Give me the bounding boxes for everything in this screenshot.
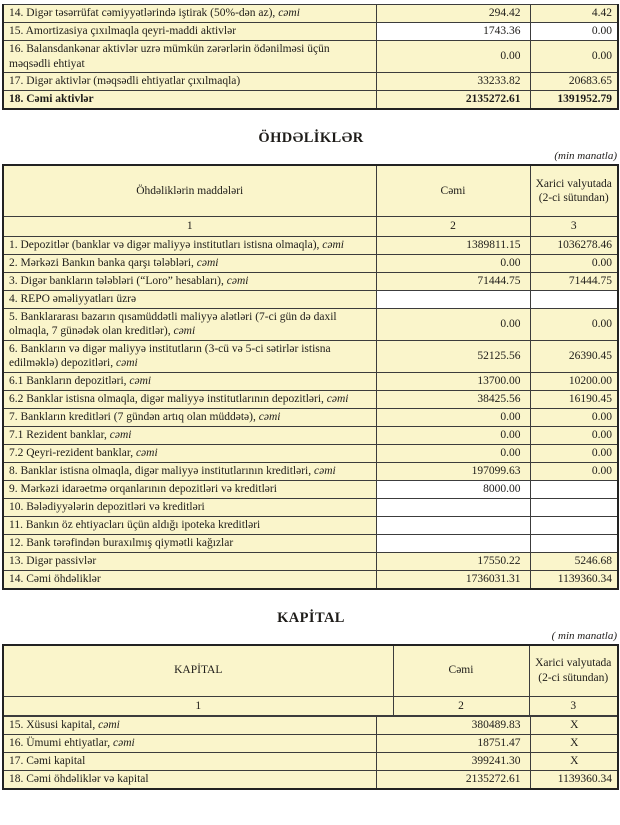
row-total-value: 52125.56 xyxy=(376,340,530,372)
row-foreign-currency-value xyxy=(530,290,618,308)
row-foreign-currency-value: 1036278.46 xyxy=(530,236,618,254)
table-row xyxy=(3,753,618,771)
capital-header-items: KAPİTAL xyxy=(3,645,393,697)
row-total-value xyxy=(376,534,530,552)
table-row xyxy=(3,5,618,23)
table-row xyxy=(3,290,618,308)
row-label: 10. Bələdiyyələrin depozitləri və kreditləri xyxy=(3,498,376,516)
liabilities-header-foreign: Xarici valyutada (2-ci sütundan) xyxy=(530,165,618,217)
table-row xyxy=(3,498,618,516)
row-foreign-currency-value: 5246.68 xyxy=(530,552,618,570)
row-total-value: 71444.75 xyxy=(376,272,530,290)
row-label: 18. Cəmi öhdəliklər və kapital xyxy=(3,771,376,790)
row-foreign-currency-value: 0.00 xyxy=(530,444,618,462)
table-row xyxy=(3,372,618,390)
row-label: 4. REPO əməliyyatları üzrə xyxy=(3,290,376,308)
row-label: 9. Mərkəzi idarəetmə orqanlarının depozitləri və kreditləri xyxy=(3,480,376,498)
capital-header-total: Cəmi xyxy=(393,645,529,697)
table-row xyxy=(3,717,618,735)
row-total-value: 17550.22 xyxy=(376,552,530,570)
row-label: 8. Banklar istisna olmaqla, digər maliyyə institutlarının kreditləri, cəmi xyxy=(3,462,376,480)
row-total-value: 294.42 xyxy=(376,5,530,23)
assets-table xyxy=(2,4,619,110)
row-total-value: 2135272.61 xyxy=(376,91,530,110)
table-row xyxy=(3,771,618,790)
row-label: 5. Banklararası bazarın qısamüddətli maliyyə alətləri (7-ci gün də daxil olmaqla, 7 günədək olan kreditlər), cəmi xyxy=(3,308,376,340)
row-foreign-currency-value: 1139360.34 xyxy=(530,771,618,790)
row-label: 2. Mərkəzi Bankın banka qarşı tələbləri, cəmi xyxy=(3,254,376,272)
table-row xyxy=(3,534,618,552)
row-foreign-currency-value: 4.42 xyxy=(530,5,618,23)
row-label: 11. Bankın öz ehtiyacları üçün aldığı ipoteka kreditləri xyxy=(3,516,376,534)
column-number-3: 3 xyxy=(530,217,618,237)
liabilities-header-row xyxy=(3,165,618,217)
table-row xyxy=(3,516,618,534)
row-foreign-currency-value xyxy=(530,534,618,552)
row-foreign-currency-value: 1139360.34 xyxy=(530,570,618,589)
row-foreign-currency-value: 0.00 xyxy=(530,308,618,340)
capital-table-header xyxy=(2,644,619,717)
table-row xyxy=(3,91,618,110)
row-total-value: 1736031.31 xyxy=(376,570,530,589)
row-total-value: 0.00 xyxy=(376,254,530,272)
liabilities-section-title: ÖHDƏLİKLƏR xyxy=(258,130,364,146)
row-total-value: 0.00 xyxy=(376,408,530,426)
table-row xyxy=(3,735,618,753)
row-foreign-currency-value: 1391952.79 xyxy=(530,91,618,110)
row-label: 16. Ümumi ehtiyatlar, cəmi xyxy=(3,735,376,753)
row-foreign-currency-value xyxy=(530,480,618,498)
row-total-value: 399241.30 xyxy=(376,753,530,771)
liabilities-header-items: Öhdəliklərin maddələri xyxy=(3,165,376,217)
row-foreign-currency-value: 0.00 xyxy=(530,41,618,73)
column-number-2: 2 xyxy=(376,217,530,237)
liabilities-table xyxy=(2,164,619,590)
row-label: 17. Cəmi kapital xyxy=(3,753,376,771)
liabilities-header-total: Cəmi xyxy=(376,165,530,217)
column-number-1: 1 xyxy=(3,696,393,716)
row-total-value: 13700.00 xyxy=(376,372,530,390)
liabilities-unit-note: (min manatla) xyxy=(554,150,617,162)
table-row xyxy=(3,236,618,254)
liabilities-column-number-row xyxy=(3,217,618,237)
column-number-1: 1 xyxy=(3,217,376,237)
row-foreign-currency-value: X xyxy=(530,753,618,771)
table-row xyxy=(3,272,618,290)
capital-header-row xyxy=(3,645,618,697)
row-label: 7. Bankların kreditləri (7 gündən artıq olan müddətə), cəmi xyxy=(3,408,376,426)
row-total-value xyxy=(376,290,530,308)
row-total-value: 0.00 xyxy=(376,41,530,73)
row-total-value: 380489.83 xyxy=(376,717,530,735)
row-foreign-currency-value xyxy=(530,498,618,516)
column-number-2: 2 xyxy=(393,696,529,716)
row-foreign-currency-value: 26390.45 xyxy=(530,340,618,372)
table-row xyxy=(3,308,618,340)
table-row xyxy=(3,23,618,41)
table-row xyxy=(3,480,618,498)
table-row xyxy=(3,426,618,444)
row-label: 18. Cəmi aktivlər xyxy=(3,91,376,110)
row-total-value: 0.00 xyxy=(376,308,530,340)
table-row xyxy=(3,444,618,462)
row-foreign-currency-value: 0.00 xyxy=(530,408,618,426)
row-total-value: 33233.82 xyxy=(376,73,530,91)
row-foreign-currency-value: X xyxy=(530,717,618,735)
row-label: 7.1 Rezident banklar, cəmi xyxy=(3,426,376,444)
row-total-value xyxy=(376,516,530,534)
row-foreign-currency-value: 10200.00 xyxy=(530,372,618,390)
row-label: 6.2 Banklar istisna olmaqla, digər maliyyə institutlarının depozitləri, cəmi xyxy=(3,390,376,408)
row-label: 15. Amortizasiya çıxılmaqla qeyri-maddi aktivlər xyxy=(3,23,376,41)
table-row xyxy=(3,462,618,480)
row-total-value: 2135272.61 xyxy=(376,771,530,790)
row-total-value: 1389811.15 xyxy=(376,236,530,254)
row-total-value: 38425.56 xyxy=(376,390,530,408)
row-foreign-currency-value: 0.00 xyxy=(530,426,618,444)
table-row xyxy=(3,254,618,272)
row-total-value: 0.00 xyxy=(376,444,530,462)
capital-section-title: KAPİTAL xyxy=(277,609,345,626)
row-total-value: 18751.47 xyxy=(376,735,530,753)
capital-unit-note: ( min manatla) xyxy=(551,629,617,642)
table-row xyxy=(3,390,618,408)
row-total-value: 1743.36 xyxy=(376,23,530,41)
column-number-3: 3 xyxy=(529,696,618,716)
row-label: 6.1 Bankların depozitləri, cəmi xyxy=(3,372,376,390)
table-row xyxy=(3,340,618,372)
row-label: 13. Digər passivlər xyxy=(3,552,376,570)
table-row xyxy=(3,41,618,73)
row-total-value: 0.00 xyxy=(376,426,530,444)
row-label: 14. Digər təsərrüfat cəmiyyətlərində iştirak (50%-dən az), cəmi xyxy=(3,5,376,23)
row-foreign-currency-value xyxy=(530,516,618,534)
table-row xyxy=(3,408,618,426)
capital-column-number-row xyxy=(3,696,618,716)
capital-header-foreign: Xarici valyutada (2-ci sütundan) xyxy=(529,645,618,697)
row-label: 6. Bankların və digər maliyyə institutların (3-cü və 5-ci sətirlər istisna edilməklə) depozitləri, cəmi xyxy=(3,340,376,372)
row-label: 12. Bank tərəfindən buraxılmış qiymətli kağızlar xyxy=(3,534,376,552)
row-label: 17. Digər aktivlər (məqsədli ehtiyatlar çıxılmaqla) xyxy=(3,73,376,91)
row-label: 1. Depozitlər (banklar və digər maliyyə institutları istisna olmaqla), cəmi xyxy=(3,236,376,254)
row-foreign-currency-value: 0.00 xyxy=(530,462,618,480)
row-label: 14. Cəmi öhdəliklər xyxy=(3,570,376,589)
table-row xyxy=(3,73,618,91)
row-label: 16. Balansdankənar aktivlər uzrə mümkün zərərlərin ödənilməsi üçün məqsədli ehtiyat xyxy=(3,41,376,73)
row-foreign-currency-value: 16190.45 xyxy=(530,390,618,408)
row-foreign-currency-value: 0.00 xyxy=(530,23,618,41)
table-row xyxy=(3,570,618,589)
row-label: 7.2 Qeyri-rezident banklar, cəmi xyxy=(3,444,376,462)
row-foreign-currency-value: 0.00 xyxy=(530,254,618,272)
row-label: 3. Digər bankların tələbləri (“Loro” hesabları), cəmi xyxy=(3,272,376,290)
capital-table xyxy=(2,716,619,790)
row-total-value xyxy=(376,498,530,516)
row-foreign-currency-value: X xyxy=(530,735,618,753)
table-row xyxy=(3,552,618,570)
row-label: 15. Xüsusi kapital, cəmi xyxy=(3,717,376,735)
row-foreign-currency-value: 71444.75 xyxy=(530,272,618,290)
row-foreign-currency-value: 20683.65 xyxy=(530,73,618,91)
row-total-value: 8000.00 xyxy=(376,480,530,498)
row-total-value: 197099.63 xyxy=(376,462,530,480)
